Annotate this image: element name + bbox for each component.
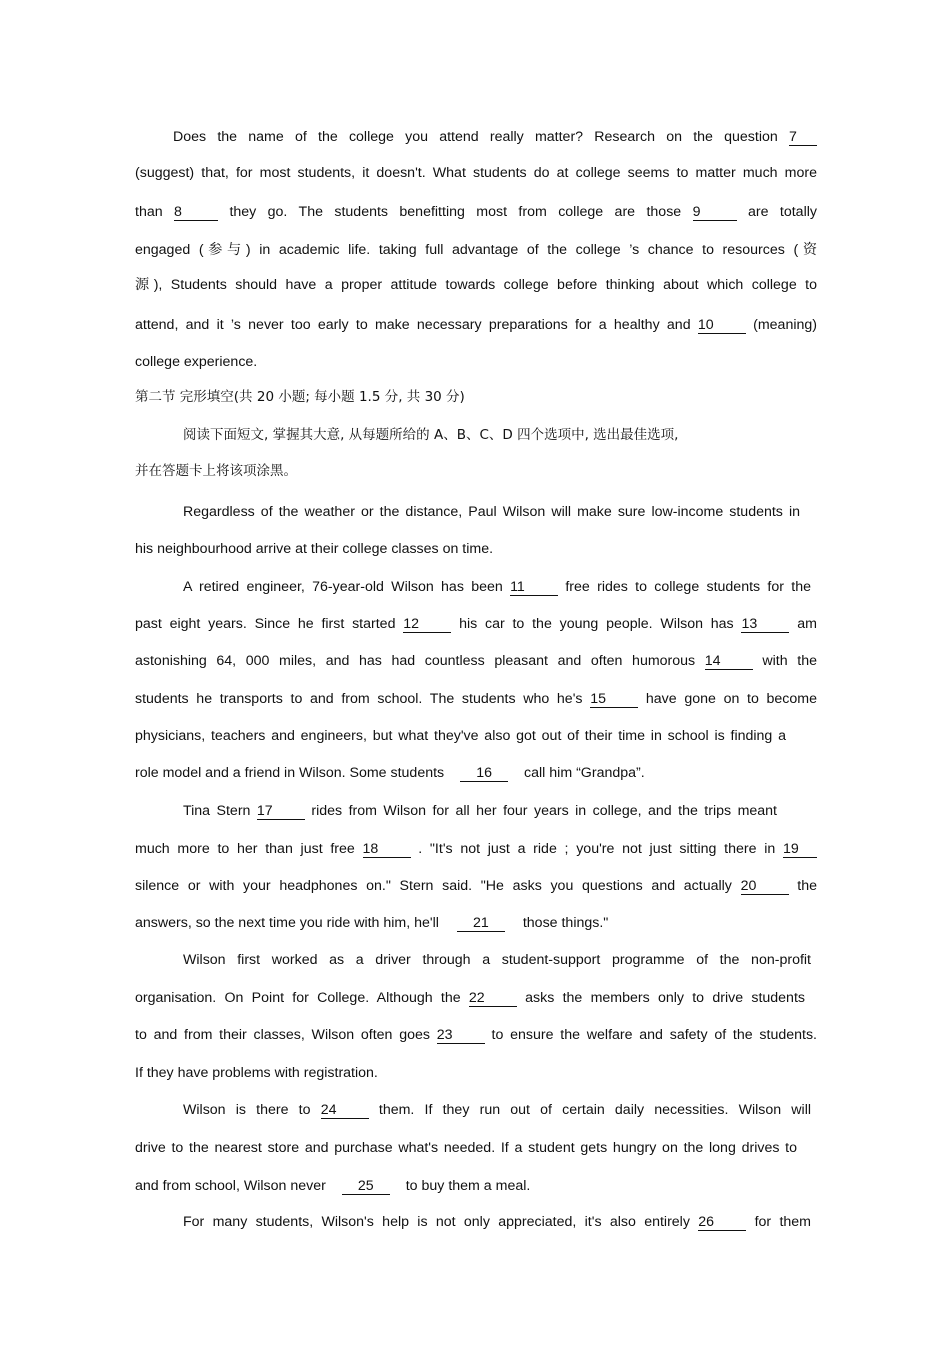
answer-blank-7: 7: [789, 129, 817, 146]
text-line: [135, 913, 817, 933]
text-line: [183, 502, 800, 522]
text-segment: Wilson first worked as a driver through a student-support programme of the non-profit: [183, 952, 811, 968]
text-segment: with the: [762, 653, 817, 669]
text-line: [135, 275, 817, 295]
text-line: [135, 651, 817, 671]
text-line: [183, 801, 777, 821]
text-segment: Wilson is there to: [183, 1102, 311, 1118]
text-segment: those things.": [522, 915, 609, 931]
text-segment: If they have problems with registration.: [135, 1065, 378, 1081]
text-segment: drive to the nearest store and purchase what's needed. If a student gets hungry on the long drives to: [135, 1140, 797, 1156]
text-segment: and from school, Wilson never: [135, 1178, 326, 1194]
answer-blank-8: 8: [174, 204, 218, 221]
instructions-line: 并在答题卡上将该项涂黑。: [135, 463, 297, 479]
text-line: [135, 352, 817, 372]
text-segment: past eight years. Since he first started: [135, 616, 396, 632]
text-line: [135, 315, 817, 335]
answer-blank-23: 23: [437, 1027, 485, 1044]
text-line: [135, 539, 817, 559]
text-line: [183, 577, 811, 597]
text-segment: . "It's not just a ride ; you're not just sitting there in: [418, 841, 776, 857]
answer-blank-10: 10: [698, 317, 746, 334]
text-line: [135, 689, 817, 709]
text-segment: free rides to college students for the: [565, 579, 811, 595]
text-line: [135, 240, 817, 260]
text-segment: they go. The students benefitting most from college are those: [229, 204, 682, 220]
text-segment: role model and a friend in Wilson. Some students: [135, 765, 445, 781]
text-line: [135, 163, 817, 183]
text-line: [135, 726, 786, 746]
text-segment: silence or with your headphones on." Stern said. "He asks you questions and actually: [135, 878, 732, 894]
text-segment: rides from Wilson for all her four years in college, and the trips meant: [311, 803, 777, 819]
text-segment: to ensure the welfare and safety of the students.: [491, 1027, 817, 1043]
text-segment: are totally: [748, 204, 817, 220]
text-segment: Tina Stern: [183, 803, 251, 819]
text-line: [183, 950, 811, 970]
text-line: [135, 1025, 817, 1045]
text-segment: am: [797, 616, 817, 632]
text-line: [135, 839, 817, 859]
text-segment: the: [797, 878, 817, 894]
answer-blank-24: 24: [321, 1102, 369, 1119]
text-segment: attend, and it ’s never too early to make necessary preparations for a healthy and: [135, 317, 691, 333]
answer-blank-26: 26: [698, 1214, 746, 1231]
text-segment: (suggest) that, for most students, it doesn't. What students do at college seems to matter much more: [135, 165, 817, 181]
text-segment: them. If they run out of certain daily necessities. Wilson will: [378, 1102, 812, 1118]
text-line: [135, 1063, 817, 1083]
answer-blank-18: 18: [363, 841, 411, 858]
answer-blank-13: 13: [741, 616, 789, 633]
text-segment: to buy them a meal.: [405, 1178, 531, 1194]
answer-blank-11: 11: [510, 579, 558, 596]
answer-blank-17: 17: [257, 803, 305, 820]
text-segment: than: [135, 204, 163, 220]
text-segment: college experience.: [135, 354, 258, 370]
text-segment: asks the members only to drive students: [525, 990, 805, 1006]
text-segment: answers, so the next time you ride with him, he'll: [135, 915, 439, 931]
answer-blank-16: 16: [460, 765, 508, 782]
text-line: [135, 876, 817, 896]
text-segment: students he transports to and from school. The students who he's: [135, 691, 583, 707]
answer-blank-22: 22: [469, 990, 517, 1007]
text-segment: ’s chance to resources (资: [629, 242, 818, 258]
text-line: [183, 1100, 811, 1120]
text-segment: A retired engineer, 76-year-old Wilson has been: [183, 579, 503, 595]
text-segment: Regardless of the weather or the distance, Paul Wilson will make sure low-income students in: [183, 504, 800, 520]
text-segment: much more to her than just free: [135, 841, 355, 857]
text-segment: For many students, Wilson's help is not only appreciated, it's also entirely: [183, 1214, 690, 1230]
answer-blank-12: 12: [403, 616, 451, 633]
text-segment: organisation. On Point for College. Although the: [135, 990, 461, 1006]
text-segment: call him “Grandpa”.: [524, 765, 645, 781]
text-segment: Does the name of the college you attend really matter? Research on the question: [173, 129, 778, 145]
answer-blank-15: 15: [590, 691, 638, 708]
answer-blank-9: 9: [693, 204, 737, 221]
text-segment: his car to the young people. Wilson has: [459, 616, 734, 632]
answer-blank-25: 25: [342, 1178, 390, 1195]
text-segment: engaged (参与) in academic life. taking full advantage of the college: [135, 242, 621, 258]
answer-blank-19: 19: [783, 841, 817, 858]
text-line: [183, 1212, 811, 1232]
text-segment: have gone on to become: [645, 691, 818, 707]
instructions-line: 阅读下面短文, 掌握其大意, 从每题所给的 A、B、C、D 四个选项中, 选出最佳选项,: [183, 427, 679, 443]
answer-blank-21: 21: [457, 915, 505, 932]
answer-blank-14: 14: [705, 653, 753, 670]
text-line: [173, 127, 817, 147]
answer-blank-20: 20: [741, 878, 789, 895]
text-line: [135, 202, 817, 222]
text-line: [135, 988, 805, 1008]
text-segment: to and from their classes, Wilson often goes: [135, 1027, 430, 1043]
text-line: [135, 614, 817, 634]
text-segment: 源), Students should have a proper attitude towards college before thinking about which college to: [135, 277, 817, 293]
text-segment: for them: [754, 1214, 812, 1230]
text-segment: astonishing 64, 000 miles, and has had countless pleasant and often humorous: [135, 653, 696, 669]
section-heading: 第二节 完形填空(共 20 小题; 每小题 1.5 分, 共 30 分): [135, 389, 465, 405]
text-line: [135, 1176, 817, 1196]
text-segment: (meaning): [753, 317, 817, 333]
text-line: [135, 1138, 797, 1158]
text-segment: physicians, teachers and engineers, but what they've also got out of their time in school is finding a: [135, 728, 786, 744]
text-segment: his neighbourhood arrive at their college classes on time.: [135, 541, 494, 557]
text-line: [135, 763, 817, 783]
